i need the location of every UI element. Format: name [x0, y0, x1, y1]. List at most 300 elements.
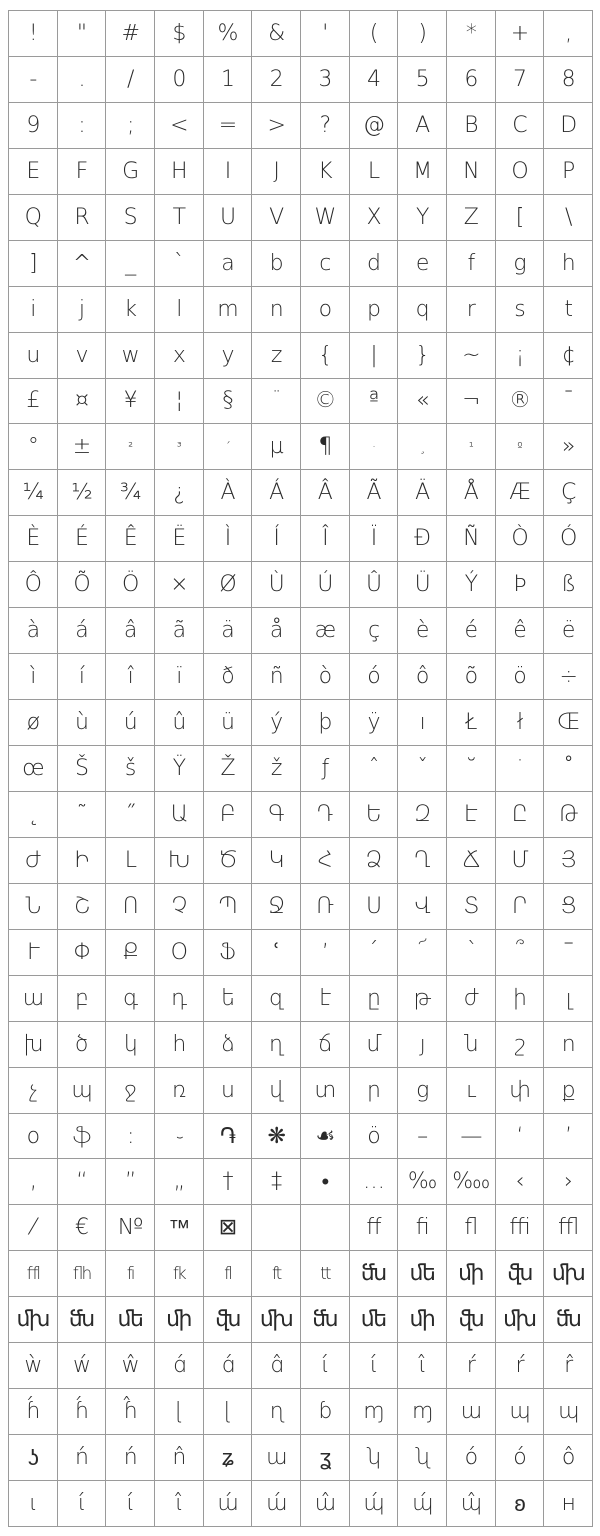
glyph-cell: ã — [155, 608, 204, 654]
glyph-cell: ‱ — [447, 1159, 496, 1205]
glyph-cell: ճ — [301, 1022, 350, 1068]
glyph-cell: a — [204, 241, 253, 287]
glyph-cell: ẁ — [9, 1343, 58, 1389]
glyph-cell: խ — [9, 1022, 58, 1068]
glyph-cell: ¢ — [544, 333, 593, 379]
glyph-cell: ® — [496, 379, 545, 425]
glyph-cell: Ք — [106, 930, 155, 976]
glyph-cell: Ø — [204, 562, 253, 608]
glyph-cell: ﬓ — [544, 1297, 593, 1343]
glyph-cell: ª — [350, 379, 399, 425]
glyph-cell: ‹ — [496, 1159, 545, 1205]
glyph-cell: • — [301, 1159, 350, 1205]
glyph-cell: ɱ — [398, 1389, 447, 1435]
glyph-cell: Ծ — [204, 838, 253, 884]
glyph-cell: k — [106, 287, 155, 333]
glyph-cell: Զ — [398, 792, 447, 838]
glyph-cell: ﬗ — [252, 1297, 301, 1343]
glyph-cell: Ձ — [350, 838, 399, 884]
glyph-cell: Á — [252, 470, 301, 516]
glyph-cell: ! — [9, 11, 58, 57]
glyph-cell: չ — [9, 1068, 58, 1114]
glyph-cell: ˚ — [544, 746, 593, 792]
glyph-cell: ﬗ — [544, 1251, 593, 1297]
glyph-cell: ՟ — [544, 930, 593, 976]
glyph-cell: Ջ — [252, 884, 301, 930]
glyph-cell: ± — [58, 424, 107, 470]
glyph-cell: º — [496, 424, 545, 470]
glyph-cell: › — [544, 1159, 593, 1205]
glyph-cell: – — [398, 1114, 447, 1160]
glyph-cell: ½ — [58, 470, 107, 516]
glyph-cell: b — [252, 241, 301, 287]
glyph-cell: ž — [252, 746, 301, 792]
glyph-cell: fl — [204, 1251, 253, 1297]
glyph-cell: ɩ̂ — [398, 1343, 447, 1389]
glyph-cell: ï — [155, 654, 204, 700]
glyph-cell: ù — [58, 700, 107, 746]
glyph-cell: œ — [9, 746, 58, 792]
glyph-cell: Ú — [301, 562, 350, 608]
glyph-cell: ë — [544, 608, 593, 654]
glyph-cell: » — [544, 424, 593, 470]
glyph-cell: ~ — [447, 333, 496, 379]
glyph-cell: ń — [58, 1435, 107, 1481]
glyph-cell: ɱ — [350, 1389, 399, 1435]
glyph-cell: ¸ — [398, 424, 447, 470]
glyph-cell: Æ — [496, 470, 545, 516]
glyph-cell: ՛ — [350, 930, 399, 976]
glyph-cell: fi — [106, 1251, 155, 1297]
glyph-cell: [ — [496, 195, 545, 241]
glyph-cell: ‘ — [496, 1114, 545, 1160]
glyph-cell: , — [544, 11, 593, 57]
glyph-cell: ʓ — [301, 1435, 350, 1481]
glyph-cell: % — [204, 11, 253, 57]
glyph-cell: գ — [106, 976, 155, 1022]
glyph-cell: ʑ — [204, 1435, 253, 1481]
glyph-cell: ^ — [58, 241, 107, 287]
glyph-cell: ʖ — [9, 1435, 58, 1481]
glyph-cell: è — [398, 608, 447, 654]
glyph-cell: Գ — [252, 792, 301, 838]
glyph-cell: ֊ — [155, 1114, 204, 1160]
glyph-cell: Ô — [9, 562, 58, 608]
glyph-cell: ﬖ — [496, 1251, 545, 1297]
glyph-cell: D — [544, 103, 593, 149]
glyph-cell: † — [204, 1159, 253, 1205]
glyph-cell: ﬀl — [9, 1251, 58, 1297]
glyph-cell: ʚ — [496, 1481, 545, 1527]
glyph-cell: ա — [9, 976, 58, 1022]
glyph-cell: ɰ̂ — [447, 1481, 496, 1527]
glyph-cell: Ÿ — [155, 746, 204, 792]
glyph-cell: ¬ — [447, 379, 496, 425]
glyph-cell: P — [544, 149, 593, 195]
glyph-cell: Z — [447, 195, 496, 241]
glyph-cell: ɑ̂ — [252, 1343, 301, 1389]
glyph-cell: È — [9, 516, 58, 562]
glyph-cell: Â — [301, 470, 350, 516]
glyph-cell: Լ — [106, 838, 155, 884]
glyph-cell: ք — [544, 1068, 593, 1114]
glyph-cell: ջ — [106, 1068, 155, 1114]
glyph-cell: C — [496, 103, 545, 149]
glyph-cell: ց — [398, 1068, 447, 1114]
glyph-cell: Չ — [155, 884, 204, 930]
glyph-cell: ó — [496, 1435, 545, 1481]
glyph-cell: ŕ — [496, 1343, 545, 1389]
glyph-cell: Ó — [544, 516, 593, 562]
glyph-cell: n̂ — [155, 1435, 204, 1481]
glyph-cell: Վ — [398, 884, 447, 930]
glyph-cell: ì — [9, 654, 58, 700]
glyph-cell: ﬂh — [58, 1251, 107, 1297]
glyph-cell: ո — [544, 1022, 593, 1068]
glyph-cell: 7 — [496, 57, 545, 103]
glyph-cell: ¤ — [58, 379, 107, 425]
glyph-cell: ɯ — [447, 1389, 496, 1435]
glyph-cell: « — [398, 379, 447, 425]
glyph-cell: { — [301, 333, 350, 379]
glyph-cell: I — [204, 149, 253, 195]
glyph-cell: ɰ — [496, 1389, 545, 1435]
glyph-cell: ” — [106, 1159, 155, 1205]
glyph-cell: ɩ́ — [301, 1343, 350, 1389]
glyph-cell — [252, 1205, 301, 1251]
glyph-cell: à — [9, 608, 58, 654]
glyph-cell: Ը — [496, 792, 545, 838]
glyph-cell: պ — [58, 1068, 107, 1114]
glyph-cell: Ñ — [447, 516, 496, 562]
glyph-cell: Յ — [544, 838, 593, 884]
glyph-cell: ¡ — [496, 333, 545, 379]
glyph-cell: ´ — [204, 424, 253, 470]
glyph-cell: Ս — [350, 884, 399, 930]
glyph-cell: $ — [155, 11, 204, 57]
glyph-cell: Å — [447, 470, 496, 516]
glyph-cell: Ë — [155, 516, 204, 562]
glyph-cell: É — [58, 516, 107, 562]
glyph-cell: L — [350, 149, 399, 195]
glyph-cell: h — [544, 241, 593, 287]
glyph-cell: ² — [106, 424, 155, 470]
glyph-cell: ( — [350, 11, 399, 57]
glyph-cell: ɩ́ — [58, 1481, 107, 1527]
glyph-cell: + — [496, 11, 545, 57]
glyph-cell: Ž — [204, 746, 253, 792]
glyph-cell: K — [301, 149, 350, 195]
glyph-cell: · — [350, 424, 399, 470]
glyph-cell: } — [398, 333, 447, 379]
glyph-cell: ﬕ — [447, 1251, 496, 1297]
glyph-cell: W — [301, 195, 350, 241]
glyph-cell: ﬔ — [106, 1297, 155, 1343]
glyph-cell: ’ — [544, 1114, 593, 1160]
glyph-cell: ¦ — [155, 379, 204, 425]
glyph-cell: ﬄ — [544, 1205, 593, 1251]
glyph-cell: ﬕ — [398, 1297, 447, 1343]
glyph-cell: S — [106, 195, 155, 241]
glyph-cell: Փ — [58, 930, 107, 976]
glyph-cell: Î — [301, 516, 350, 562]
glyph-cell: ՞ — [496, 930, 545, 976]
glyph-cell: § — [204, 379, 253, 425]
glyph-cell: ¨ — [252, 379, 301, 425]
glyph-cell: @ — [350, 103, 399, 149]
glyph-cell: ֆ — [58, 1114, 107, 1160]
glyph-cell: © — [301, 379, 350, 425]
glyph-cell: e — [398, 241, 447, 287]
glyph-cell: մ — [350, 1022, 399, 1068]
glyph-cell: t — [544, 287, 593, 333]
glyph-cell: ﬃ — [496, 1205, 545, 1251]
glyph-cell: Š — [58, 746, 107, 792]
glyph-cell: … — [350, 1159, 399, 1205]
glyph-cell: ˆ — [350, 746, 399, 792]
glyph-cell: ɭ — [204, 1389, 253, 1435]
glyph-cell: š — [106, 746, 155, 792]
glyph-cell: է — [301, 976, 350, 1022]
glyph-cell: ՚ — [301, 930, 350, 976]
glyph-cell: ֏ — [204, 1114, 253, 1160]
glyph-cell: “ — [58, 1159, 107, 1205]
glyph-cell: ɦ́ — [58, 1389, 107, 1435]
glyph-cell: Ð — [398, 516, 447, 562]
glyph-cell: V — [252, 195, 301, 241]
glyph-cell: À — [204, 470, 253, 516]
glyph-cell: - — [9, 57, 58, 103]
glyph-cell: f — [447, 241, 496, 287]
glyph-cell: ô — [398, 654, 447, 700]
glyph-cell: օ — [9, 1114, 58, 1160]
glyph-cell: լ — [544, 976, 593, 1022]
glyph-cell: ɳ — [252, 1389, 301, 1435]
glyph-cell: ð — [204, 654, 253, 700]
glyph-cell: á — [58, 608, 107, 654]
glyph-cell: ɭ — [155, 1389, 204, 1435]
glyph-cell: ä — [204, 608, 253, 654]
glyph-cell: բ — [58, 976, 107, 1022]
glyph-cell: 1 — [204, 57, 253, 103]
glyph-cell: r — [447, 287, 496, 333]
glyph-cell: Մ — [496, 838, 545, 884]
glyph-cell: Q — [9, 195, 58, 241]
glyph-cell: ﬓ — [350, 1251, 399, 1297]
glyph-cell: ; — [106, 103, 155, 149]
glyph-cell: x — [155, 333, 204, 379]
glyph-cell: ʮ — [350, 1435, 399, 1481]
glyph-cell: â — [106, 608, 155, 654]
glyph-cell: ɯ̂ — [301, 1481, 350, 1527]
glyph-cell: £ — [9, 379, 58, 425]
glyph-cell: ɯ́ — [204, 1481, 253, 1527]
glyph-cell: զ — [252, 976, 301, 1022]
glyph-cell: æ — [301, 608, 350, 654]
glyph-cell: r̂ — [544, 1343, 593, 1389]
glyph-cell: z — [252, 333, 301, 379]
glyph-cell: ˘ — [447, 746, 496, 792]
glyph-cell: ՙ — [252, 930, 301, 976]
glyph-cell: ɓ — [301, 1389, 350, 1435]
glyph-cell: j — [58, 287, 107, 333]
glyph-cell: ﬂ — [447, 1205, 496, 1251]
glyph-cell: ‚ — [9, 1159, 58, 1205]
glyph-cell: ˝ — [106, 792, 155, 838]
glyph-cell: F — [58, 149, 107, 195]
glyph-cell: ﬕ — [155, 1297, 204, 1343]
glyph-cell: > — [252, 103, 301, 149]
glyph-cell: µ — [252, 424, 301, 470]
glyph-cell: Þ — [496, 562, 545, 608]
glyph-cell: ł — [496, 700, 545, 746]
glyph-cell: ó — [447, 1435, 496, 1481]
glyph-cell: H — [155, 149, 204, 195]
glyph-cell: Û — [350, 562, 399, 608]
glyph-cell: ] — [9, 241, 58, 287]
glyph-cell: շ — [496, 1022, 545, 1068]
glyph-cell: Տ — [447, 884, 496, 930]
glyph-cell: ¥ — [106, 379, 155, 425]
glyph-cell: Ւ — [9, 930, 58, 976]
glyph-cell: ê — [496, 608, 545, 654]
glyph-cell: ö — [496, 654, 545, 700]
glyph-cell: ս — [204, 1068, 253, 1114]
glyph-cell: A — [398, 103, 447, 149]
glyph-cell: ժ — [447, 976, 496, 1022]
glyph-cell: d — [350, 241, 399, 287]
glyph-cell: Թ — [544, 792, 593, 838]
glyph-cell: ɯ — [252, 1435, 301, 1481]
glyph-cell: ˜ — [58, 792, 107, 838]
glyph-cell: ŵ — [106, 1343, 155, 1389]
glyph-cell: T — [155, 195, 204, 241]
glyph-cell: * — [447, 11, 496, 57]
glyph-cell: ¶ — [301, 424, 350, 470]
glyph-cell: 3 — [301, 57, 350, 103]
glyph-cell: ß — [544, 562, 593, 608]
glyph-cell: ‡ — [252, 1159, 301, 1205]
glyph-cell: ﬀ — [350, 1205, 399, 1251]
glyph-cell: ö — [350, 1114, 399, 1160]
glyph-cell: ɑ́ — [204, 1343, 253, 1389]
glyph-cell: ° — [9, 424, 58, 470]
glyph-cell: Y — [398, 195, 447, 241]
glyph-cell: ր — [350, 1068, 399, 1114]
glyph-cell: X — [350, 195, 399, 241]
glyph-cell: ɩ — [9, 1481, 58, 1527]
glyph-cell: J — [252, 149, 301, 195]
glyph-cell: " — [58, 11, 107, 57]
glyph-cell: Ճ — [447, 838, 496, 884]
glyph-cell: ? — [301, 103, 350, 149]
glyph-cell: ﬔ — [350, 1297, 399, 1343]
glyph-cell: ı — [398, 700, 447, 746]
glyph-cell: m — [204, 287, 253, 333]
glyph-cell: ft — [252, 1251, 301, 1297]
glyph-cell: Ã — [350, 470, 399, 516]
glyph-cell: q — [398, 287, 447, 333]
glyph-cell: ɩ̂ — [155, 1481, 204, 1527]
glyph-cell: ɦ́ — [9, 1389, 58, 1435]
glyph-cell: _ — [106, 241, 155, 287]
glyph-cell: ɩ́ — [106, 1481, 155, 1527]
glyph-cell: ե — [204, 976, 253, 1022]
glyph-cell: ﬁ — [398, 1205, 447, 1251]
glyph-cell: Ý — [447, 562, 496, 608]
glyph-cell: ú — [106, 700, 155, 746]
glyph-cell: < — [155, 103, 204, 149]
glyph-cell: ɩ́ — [350, 1343, 399, 1389]
glyph-cell: w — [106, 333, 155, 379]
glyph-cell: tt — [301, 1251, 350, 1297]
glyph-cell: ` — [155, 241, 204, 287]
glyph-cell: ն — [447, 1022, 496, 1068]
glyph-cell: ) — [398, 11, 447, 57]
glyph-cell: : — [58, 103, 107, 149]
glyph-cell: ò — [301, 654, 350, 700]
glyph-cell: ւ — [447, 1068, 496, 1114]
glyph-cell: ɰ́ — [398, 1481, 447, 1527]
glyph-cell: R — [58, 195, 107, 241]
glyph-cell: i — [9, 287, 58, 333]
glyph-cell: Ժ — [9, 838, 58, 884]
glyph-cell: B — [447, 103, 496, 149]
glyph-cell: Ö — [106, 562, 155, 608]
glyph-cell: ﬓ — [301, 1297, 350, 1343]
glyph-cell: ՜ — [398, 930, 447, 976]
glyph-cell: ɯ́ — [252, 1481, 301, 1527]
glyph-cell: 0 — [155, 57, 204, 103]
glyph-cell: ˇ — [398, 746, 447, 792]
glyph-cell: \ — [544, 195, 593, 241]
glyph-cell: Խ — [155, 838, 204, 884]
glyph-cell: ﬔ — [398, 1251, 447, 1297]
glyph-cell: Բ — [204, 792, 253, 838]
glyph-cell: ÿ — [350, 700, 399, 746]
glyph-cell: ՝ — [447, 930, 496, 976]
glyph-cell: Ց — [544, 884, 593, 930]
glyph-cell: ծ — [58, 1022, 107, 1068]
glyph-cell: Ä — [398, 470, 447, 516]
glyph-cell: ɰ — [544, 1389, 593, 1435]
glyph-cell: ˙ — [496, 746, 545, 792]
glyph-cell: Ղ — [398, 838, 447, 884]
glyph-cell: ç — [350, 608, 399, 654]
glyph-cell: ý — [252, 700, 301, 746]
glyph-cell: 8 — [544, 57, 593, 103]
glyph-cell: Ի — [58, 838, 107, 884]
glyph-cell: ɑ́ — [155, 1343, 204, 1389]
glyph-cell: ẃ — [58, 1343, 107, 1389]
glyph-cell: Ê — [106, 516, 155, 562]
glyph-cell: E — [9, 149, 58, 195]
glyph-cell: Օ — [155, 930, 204, 976]
glyph-cell: Ռ — [301, 884, 350, 930]
glyph-cell: ˛ — [9, 792, 58, 838]
glyph-cell: = — [204, 103, 253, 149]
glyph-cell: î — [106, 654, 155, 700]
glyph-cell: × — [155, 562, 204, 608]
glyph-cell: G — [106, 149, 155, 195]
glyph-cell: Շ — [58, 884, 107, 930]
glyph-cell: ¾ — [106, 470, 155, 516]
glyph-cell: թ — [398, 976, 447, 1022]
glyph-grid — [8, 10, 593, 1527]
glyph-cell: փ — [496, 1068, 545, 1114]
glyph-cell: ƒ — [301, 746, 350, 792]
glyph-cell: U — [204, 195, 253, 241]
